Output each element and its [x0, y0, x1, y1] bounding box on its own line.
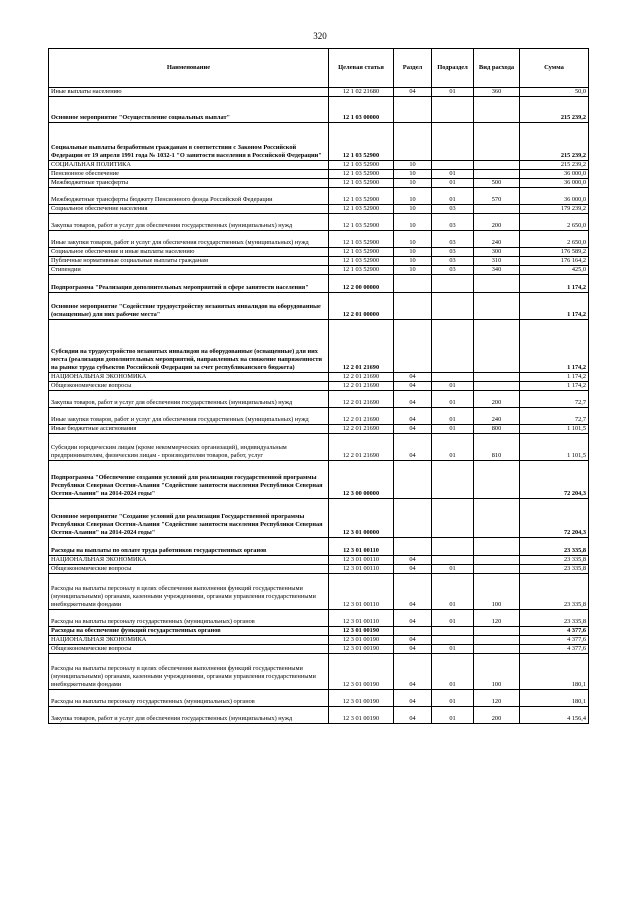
cell-code: 12 3 01 00110	[329, 538, 394, 556]
cell-code: 12 1 03 52900	[329, 205, 394, 214]
table-row	[49, 636, 589, 645]
cell-name: Подпрограмма "Реализация дополнительных мероприятий в сфере занятости населения"	[49, 275, 329, 293]
cell-code: 12 2 01 21690	[329, 320, 394, 373]
cell-subsection: 01	[432, 434, 474, 461]
cell-name: Расходы на выплаты персоналу в целях обеспечения выполнения функций государственными (муниципальными) органами, казенными учреждениями, органами управления государственными внебюджетными фондами	[49, 654, 329, 690]
cell-name: Закупка товаров, работ и услуг для обеспечения государственных (муниципальных) нужд	[49, 707, 329, 724]
cell-type	[474, 636, 520, 645]
cell-sum: 4 377,6	[520, 627, 589, 636]
cell-name: Расходы на выплаты персоналу государственных (муниципальных) органов	[49, 610, 329, 627]
table-row	[49, 231, 589, 248]
cell-name: Основное мероприятие "Содействие трудоустройству незанятых инвалидов на оборудованные (оснащенные) для них рабочие места"	[49, 293, 329, 320]
cell-type: 800	[474, 425, 520, 434]
cell-sum: 1 174,2	[520, 275, 589, 293]
cell-type	[474, 627, 520, 636]
cell-subsection: 01	[432, 690, 474, 707]
cell-subsection	[432, 556, 474, 565]
cell-sum: 1 174,2	[520, 320, 589, 373]
cell-sum: 50,0	[520, 88, 589, 97]
cell-section: 04	[394, 574, 432, 610]
cell-type: 100	[474, 574, 520, 610]
cell-type	[474, 461, 520, 499]
cell-section	[394, 499, 432, 538]
header-sum: Сумма	[520, 49, 589, 88]
cell-subsection	[432, 627, 474, 636]
cell-sum: 72,7	[520, 391, 589, 408]
cell-code: 12 3 01 00190	[329, 636, 394, 645]
cell-section: 04	[394, 654, 432, 690]
cell-sum: 4 377,6	[520, 645, 589, 654]
cell-type	[474, 170, 520, 179]
table-row	[49, 97, 589, 123]
cell-type: 500	[474, 179, 520, 188]
cell-code: 12 3 01 00190	[329, 707, 394, 724]
cell-sum: 36 000,0	[520, 170, 589, 179]
table-row	[49, 293, 589, 320]
cell-subsection	[432, 538, 474, 556]
cell-subsection: 01	[432, 574, 474, 610]
table-row	[49, 610, 589, 627]
cell-name: Расходы на выплаты персоналу в целях обеспечения выполнения функций государственными (муниципальными) органами, казенными учреждениями, органами управления государственными внебюджетными фондами	[49, 574, 329, 610]
cell-code: 12 1 03 52900	[329, 123, 394, 161]
cell-subsection: 01	[432, 188, 474, 205]
cell-section: 04	[394, 690, 432, 707]
cell-name: Социальные выплаты безработным гражданам в соответствии с Законом Российской Федерации от 19 апреля 1991 года № 1032-1 "О занятости населения в Российской Федерации"	[49, 123, 329, 161]
cell-name: Стипендии	[49, 266, 329, 275]
table-row	[49, 434, 589, 461]
cell-type	[474, 538, 520, 556]
cell-type	[474, 382, 520, 391]
table-row	[49, 266, 589, 275]
cell-type: 570	[474, 188, 520, 205]
cell-sum: 23 335,8	[520, 538, 589, 556]
budget-table	[48, 48, 589, 724]
cell-subsection	[432, 123, 474, 161]
cell-type: 810	[474, 434, 520, 461]
cell-sum: 2 650,0	[520, 214, 589, 231]
table-row	[49, 179, 589, 188]
cell-subsection: 03	[432, 231, 474, 248]
cell-type	[474, 205, 520, 214]
cell-code: 12 3 01 00190	[329, 645, 394, 654]
table-row	[49, 257, 589, 266]
cell-name: СОЦИАЛЬНАЯ ПОЛИТИКА	[49, 161, 329, 170]
cell-type	[474, 556, 520, 565]
table-row	[49, 565, 589, 574]
cell-name: Закупка товаров, работ и услуг для обеспечения государственных (муниципальных) нужд	[49, 391, 329, 408]
cell-section	[394, 275, 432, 293]
cell-name: Социальное обеспечение населения	[49, 205, 329, 214]
table-body	[49, 88, 589, 724]
cell-code: 12 2 01 21690	[329, 382, 394, 391]
cell-name: Межбюджетные трансферты бюджету Пенсионного фонда Российской Федерации	[49, 188, 329, 205]
cell-subsection: 01	[432, 610, 474, 627]
cell-name: НАЦИОНАЛЬНАЯ ЭКОНОМИКА	[49, 373, 329, 382]
cell-type: 360	[474, 88, 520, 97]
cell-type: 200	[474, 391, 520, 408]
cell-sum: 72 204,3	[520, 499, 589, 538]
cell-code: 12 3 01 00110	[329, 565, 394, 574]
cell-sum: 36 000,0	[520, 188, 589, 205]
cell-sum: 1 174,2	[520, 382, 589, 391]
cell-section: 04	[394, 434, 432, 461]
cell-type	[474, 499, 520, 538]
table-row	[49, 408, 589, 425]
cell-section: 04	[394, 610, 432, 627]
cell-section: 04	[394, 88, 432, 97]
cell-sum: 1 101,5	[520, 425, 589, 434]
cell-type	[474, 293, 520, 320]
table-row	[49, 320, 589, 373]
table-row	[49, 574, 589, 610]
cell-subsection: 01	[432, 88, 474, 97]
cell-subsection: 01	[432, 565, 474, 574]
cell-subsection: 01	[432, 179, 474, 188]
cell-section: 04	[394, 391, 432, 408]
page-number: 320	[313, 31, 327, 41]
cell-name: Социальное обеспечение и иные выплаты населению	[49, 248, 329, 257]
table-row	[49, 499, 589, 538]
cell-name: Иные выплаты населению	[49, 88, 329, 97]
cell-sum: 176 589,2	[520, 248, 589, 257]
cell-section	[394, 627, 432, 636]
cell-name: НАЦИОНАЛЬНАЯ ЭКОНОМИКА	[49, 556, 329, 565]
cell-subsection	[432, 461, 474, 499]
cell-code: 12 1 03 52900	[329, 179, 394, 188]
cell-sum: 23 335,8	[520, 574, 589, 610]
cell-subsection: 01	[432, 654, 474, 690]
cell-subsection: 01	[432, 382, 474, 391]
cell-subsection: 03	[432, 248, 474, 257]
cell-subsection	[432, 97, 474, 123]
table-row	[49, 170, 589, 179]
cell-code: 12 3 01 00110	[329, 556, 394, 565]
cell-subsection: 03	[432, 257, 474, 266]
table-row	[49, 425, 589, 434]
cell-section: 10	[394, 188, 432, 205]
cell-subsection: 03	[432, 205, 474, 214]
cell-section	[394, 461, 432, 499]
cell-name: Иные закупки товаров, работ и услуг для обеспечения государственных (муниципальных) нужд	[49, 231, 329, 248]
cell-type	[474, 565, 520, 574]
cell-section	[394, 123, 432, 161]
cell-subsection	[432, 161, 474, 170]
cell-code: 12 1 03 52900	[329, 188, 394, 205]
cell-section: 10	[394, 205, 432, 214]
cell-subsection	[432, 293, 474, 320]
cell-sum: 179 239,2	[520, 205, 589, 214]
cell-code: 12 1 03 52900	[329, 248, 394, 257]
cell-name: Пенсионное обеспечение	[49, 170, 329, 179]
cell-section: 10	[394, 231, 432, 248]
cell-sum: 2 650,0	[520, 231, 589, 248]
cell-name: Подпрограмма "Обеспечение создания условий для реализации государственной программы Республики Северная Осетия-Алания "Содействие занятости населения Республики Северная Осетия-Алания" на 2014-2024 годы"	[49, 461, 329, 499]
cell-section: 04	[394, 425, 432, 434]
cell-code: 12 3 01 00110	[329, 574, 394, 610]
cell-name: Закупка товаров, работ и услуг для обеспечения государственных (муниципальных) нужд	[49, 214, 329, 231]
cell-code: 12 1 03 52900	[329, 170, 394, 179]
cell-sum: 215 239,2	[520, 161, 589, 170]
cell-name: Межбюджетные трансферты	[49, 179, 329, 188]
cell-type: 120	[474, 610, 520, 627]
cell-subsection: 03	[432, 266, 474, 275]
cell-type: 340	[474, 266, 520, 275]
cell-section: 10	[394, 170, 432, 179]
cell-sum: 72 204,3	[520, 461, 589, 499]
cell-type: 310	[474, 257, 520, 266]
cell-name: Общеэкономические вопросы	[49, 645, 329, 654]
cell-section: 04	[394, 636, 432, 645]
cell-sum: 180,1	[520, 690, 589, 707]
cell-name: Основное мероприятие "Создание условий для реализации Государственной программы Республики Северная Осетия-Алания "Содействие занятости населения Республики Северная Осетия-Алания" на 2014-2024 годы"	[49, 499, 329, 538]
cell-section: 10	[394, 214, 432, 231]
cell-code: 12 1 03 00000	[329, 97, 394, 123]
table-row	[49, 654, 589, 690]
cell-section: 10	[394, 266, 432, 275]
cell-type: 240	[474, 408, 520, 425]
cell-name: НАЦИОНАЛЬНАЯ ЭКОНОМИКА	[49, 636, 329, 645]
cell-section: 04	[394, 556, 432, 565]
cell-section	[394, 538, 432, 556]
cell-sum: 36 000,0	[520, 179, 589, 188]
cell-type: 200	[474, 707, 520, 724]
cell-section: 04	[394, 707, 432, 724]
cell-subsection	[432, 320, 474, 373]
cell-type	[474, 97, 520, 123]
cell-sum: 1 174,2	[520, 293, 589, 320]
cell-section	[394, 97, 432, 123]
cell-section: 04	[394, 645, 432, 654]
cell-sum: 176 164,2	[520, 257, 589, 266]
cell-code: 12 2 01 21690	[329, 434, 394, 461]
cell-section	[394, 320, 432, 373]
cell-sum: 23 335,8	[520, 556, 589, 565]
cell-name: Субсидии юридическим лицам (кроме некоммерческих организаций), индивидуальным предпринимателям, физическим лицам - производителям товаров, работ, услуг	[49, 434, 329, 461]
table-row	[49, 88, 589, 97]
table-row	[49, 382, 589, 391]
header-type: Вид расхода	[474, 49, 520, 88]
cell-subsection: 03	[432, 214, 474, 231]
cell-name: Расходы на выплаты персоналу государственных (муниципальных) органов	[49, 690, 329, 707]
cell-code: 12 2 01 21690	[329, 391, 394, 408]
cell-name: Иные закупки товаров, работ и услуг для обеспечения государственных (муниципальных) нужд	[49, 408, 329, 425]
cell-subsection: 01	[432, 707, 474, 724]
table-row	[49, 707, 589, 724]
cell-section: 04	[394, 382, 432, 391]
cell-name: Публичные нормативные социальные выплаты гражданам	[49, 257, 329, 266]
cell-sum: 425,0	[520, 266, 589, 275]
cell-type	[474, 123, 520, 161]
table-row	[49, 538, 589, 556]
cell-subsection: 01	[432, 408, 474, 425]
cell-name: Расходы на обеспечение функций государственных органов	[49, 627, 329, 636]
cell-code: 12 1 03 52900	[329, 161, 394, 170]
header-code: Целевая статья	[329, 49, 394, 88]
table-row	[49, 627, 589, 636]
cell-name: Общеэкономические вопросы	[49, 382, 329, 391]
cell-type	[474, 320, 520, 373]
cell-section	[394, 293, 432, 320]
header-section: Раздел	[394, 49, 432, 88]
cell-sum: 1 174,2	[520, 373, 589, 382]
header-row	[49, 49, 589, 88]
header-subsection: Подраздел	[432, 49, 474, 88]
cell-subsection	[432, 636, 474, 645]
cell-type	[474, 275, 520, 293]
cell-section: 04	[394, 373, 432, 382]
cell-code: 12 3 01 00190	[329, 690, 394, 707]
table-row	[49, 123, 589, 161]
table-row	[49, 690, 589, 707]
table-row	[49, 214, 589, 231]
table-row	[49, 461, 589, 499]
cell-section: 04	[394, 408, 432, 425]
cell-subsection: 01	[432, 645, 474, 654]
cell-sum: 180,1	[520, 654, 589, 690]
cell-code: 12 3 01 00190	[329, 654, 394, 690]
cell-sum: 215 239,2	[520, 97, 589, 123]
cell-subsection: 01	[432, 170, 474, 179]
cell-name: Субсидии на трудоустройство незанятых инвалидов на оборудованные (оснащенные) для них места (реализация дополнительных мероприятий, направленных на снижение напряженности на рынке труда субъектов Российской Федерации за счет республиканского бюджета)	[49, 320, 329, 373]
table-row	[49, 556, 589, 565]
cell-sum: 1 101,5	[520, 434, 589, 461]
cell-code: 12 2 01 21690	[329, 373, 394, 382]
cell-type: 240	[474, 231, 520, 248]
cell-sum: 23 335,8	[520, 565, 589, 574]
cell-type: 100	[474, 654, 520, 690]
cell-subsection	[432, 499, 474, 538]
cell-code: 12 3 01 00000	[329, 499, 394, 538]
cell-type	[474, 645, 520, 654]
table-row	[49, 275, 589, 293]
cell-type	[474, 161, 520, 170]
cell-code: 12 1 03 52900	[329, 257, 394, 266]
cell-section: 10	[394, 179, 432, 188]
cell-code: 12 1 03 52900	[329, 214, 394, 231]
cell-section: 10	[394, 248, 432, 257]
table-row	[49, 205, 589, 214]
table-row	[49, 188, 589, 205]
cell-code: 12 2 01 21690	[329, 408, 394, 425]
cell-type: 200	[474, 214, 520, 231]
cell-code: 12 3 00 00000	[329, 461, 394, 499]
cell-subsection: 01	[432, 391, 474, 408]
cell-name: Расходы на выплаты по оплате труда работников государственных органов	[49, 538, 329, 556]
cell-code: 12 2 01 21690	[329, 425, 394, 434]
cell-type	[474, 373, 520, 382]
cell-section: 10	[394, 257, 432, 266]
table-row	[49, 248, 589, 257]
cell-type: 120	[474, 690, 520, 707]
header-name: Наименование	[49, 49, 329, 88]
cell-name: Общеэкономические вопросы	[49, 565, 329, 574]
cell-sum: 4 156,4	[520, 707, 589, 724]
cell-sum: 215 239,2	[520, 123, 589, 161]
cell-section: 10	[394, 161, 432, 170]
table-row	[49, 391, 589, 408]
cell-sum: 72,7	[520, 408, 589, 425]
cell-subsection	[432, 275, 474, 293]
cell-code: 12 3 01 00110	[329, 610, 394, 627]
cell-section: 04	[394, 565, 432, 574]
table-row	[49, 645, 589, 654]
table-row	[49, 373, 589, 382]
table-row	[49, 161, 589, 170]
cell-code: 12 2 01 00000	[329, 293, 394, 320]
cell-code: 12 1 03 52900	[329, 231, 394, 248]
cell-code: 12 2 00 00000	[329, 275, 394, 293]
cell-code: 12 1 02 21680	[329, 88, 394, 97]
cell-code: 12 3 01 00190	[329, 627, 394, 636]
cell-name: Основное мероприятие "Осуществление социальных выплат"	[49, 97, 329, 123]
cell-subsection	[432, 373, 474, 382]
cell-type: 300	[474, 248, 520, 257]
cell-code: 12 1 03 52900	[329, 266, 394, 275]
cell-sum: 4 377,6	[520, 636, 589, 645]
cell-subsection: 01	[432, 425, 474, 434]
cell-sum: 23 335,8	[520, 610, 589, 627]
cell-name: Иные бюджетные ассигнования	[49, 425, 329, 434]
